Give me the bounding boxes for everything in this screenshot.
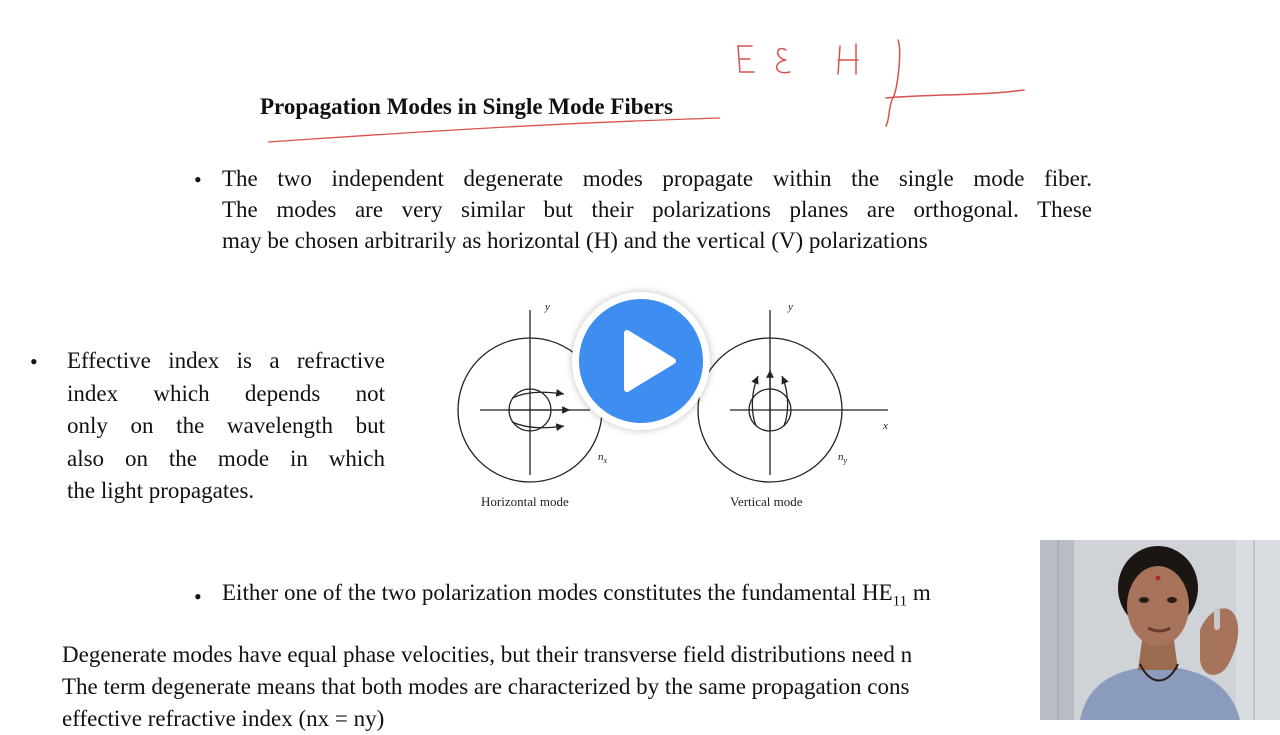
- field-arrow: [752, 376, 758, 426]
- bullet-marker: •: [194, 167, 202, 192]
- bullet-2-line: the light propagates.: [67, 478, 255, 503]
- bullet-3-suffix: m: [907, 580, 931, 605]
- bullet-2-line: also on the mode in which: [67, 445, 385, 471]
- field-arrow: [512, 422, 564, 428]
- bullet-2-line: Effective index is a refractive: [67, 348, 385, 373]
- slide-title: Propagation Modes in Single Mode Fibers: [260, 94, 673, 119]
- ny-label: $n_y$: [838, 451, 848, 465]
- nx-label: $n_x$: [598, 451, 608, 465]
- bullet-marker: •: [194, 584, 202, 609]
- presenter-webcam: [1040, 540, 1280, 720]
- paragraph-line: effective refractive index (nx = ny): [62, 706, 385, 731]
- title-underline-stroke: [268, 118, 720, 142]
- y-axis-label: y: [788, 301, 793, 313]
- play-button[interactable]: [572, 292, 710, 430]
- bullet-1-line: The two independent degenerate modes propagate within the single mode fiber.: [222, 166, 1092, 191]
- degenerate-modes-paragraph: [62, 639, 1062, 735]
- horizontal-mode-caption: Horizontal mode: [481, 494, 569, 509]
- presenter-video-frame: [1040, 540, 1280, 720]
- bullet-3-text: [222, 580, 931, 611]
- bullet-3-prefix: Either one of the two polarization modes constitutes the fundamental HE: [222, 580, 893, 605]
- bullet-1-line: The modes are very similar but their polarizations planes are orthogonal. These: [222, 197, 1092, 222]
- bullet-2-line: index which depends not: [67, 380, 385, 406]
- vertical-mode-diagram: [698, 310, 888, 482]
- paragraph-line: The term degenerate means that both modes are characterized by the same propagation cons: [62, 674, 910, 699]
- x-axis-label: x: [883, 420, 888, 432]
- bullet-3-subscript: 11: [892, 593, 908, 610]
- vertical-mode-caption: Vertical mode: [730, 494, 803, 509]
- y-axis-label: y: [545, 301, 550, 313]
- play-icon: [579, 299, 703, 423]
- bullet-1-text: [222, 163, 1092, 256]
- bullet-2-line: only on the wavelength but: [67, 413, 385, 438]
- bullet-1-line: may be chosen arbitrarily as horizontal (H) and the vertical (V) polarizations: [222, 228, 928, 253]
- paragraph-line: Degenerate modes have equal phase velocities, but their transverse field distributions need n: [62, 642, 913, 667]
- handwritten-e-and-h: [738, 44, 858, 74]
- field-arrow: [782, 376, 788, 426]
- bullet-marker: •: [30, 349, 38, 374]
- bullet-2-text: [67, 345, 385, 508]
- field-arrow: [512, 392, 564, 398]
- handwritten-bracket: [886, 40, 1024, 126]
